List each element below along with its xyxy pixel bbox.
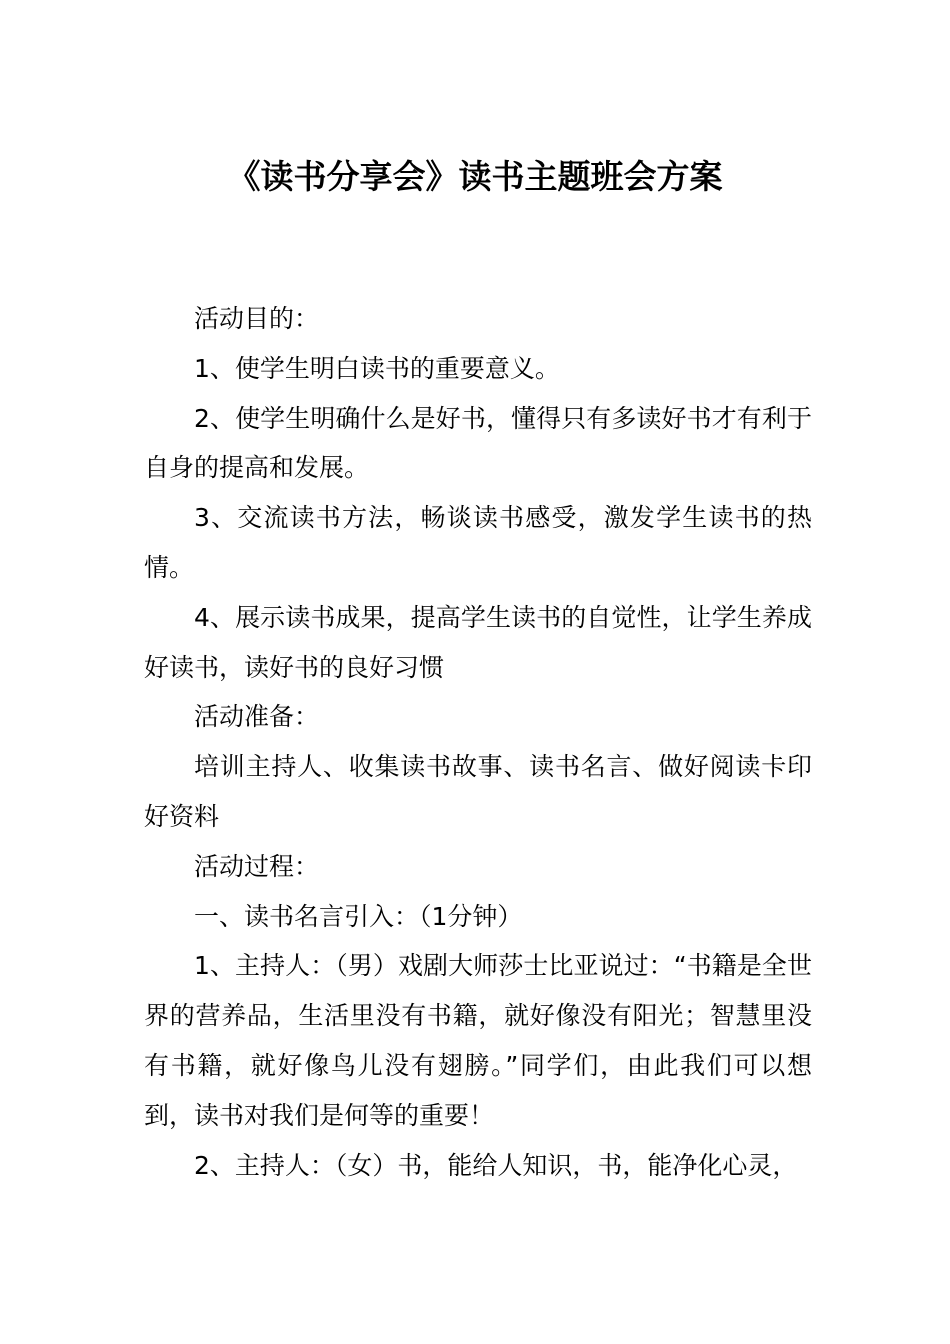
paragraph-host-male: 1、主持人：（男）戏剧大师莎士比亚说过：“书籍是全世界的营养品，生活里没有书籍，就好像没有阳光；智慧里没有书籍，就好像鸟儿没有翅膀。”同学们，由此我们可以想到，读书对我们是何等的重要！ [144,951,812,1130]
paragraph-purpose-3: 3、交流读书方法，畅谈读书感受，激发学生读书的热情。 [144,503,812,582]
paragraph-purpose-4: 4、展示读书成果，提高学生读书的自觉性，让学生养成好读书，读好书的良好习惯 [144,602,812,682]
paragraph-process-heading: 活动过程： [194,851,320,881]
paragraph-host-female: 2、主持人：（女）书，能给人知识，书，能净化心灵， [194,1150,798,1180]
paragraph-preparation-heading: 活动准备： [194,702,320,732]
paragraph-section-one-heading: 一、读书名言引入：（1分钟） [194,901,523,931]
paragraph-purpose-1: 1、使学生明白读书的重要意义。 [194,353,560,383]
paragraph-preparation-content: 培训主持人、收集读书故事、读书名言、做好阅读卡印好资料 [144,752,812,831]
document-title: 《读书分享会》读书主题班会方案 [227,157,723,196]
document-body [144,294,812,1190]
paragraph-purpose-heading: 活动目的： [194,304,320,333]
paragraph-purpose-2: 2、使学生明确什么是好书，懂得只有多读好书才有利于自身的提高和发展。 [144,403,812,483]
